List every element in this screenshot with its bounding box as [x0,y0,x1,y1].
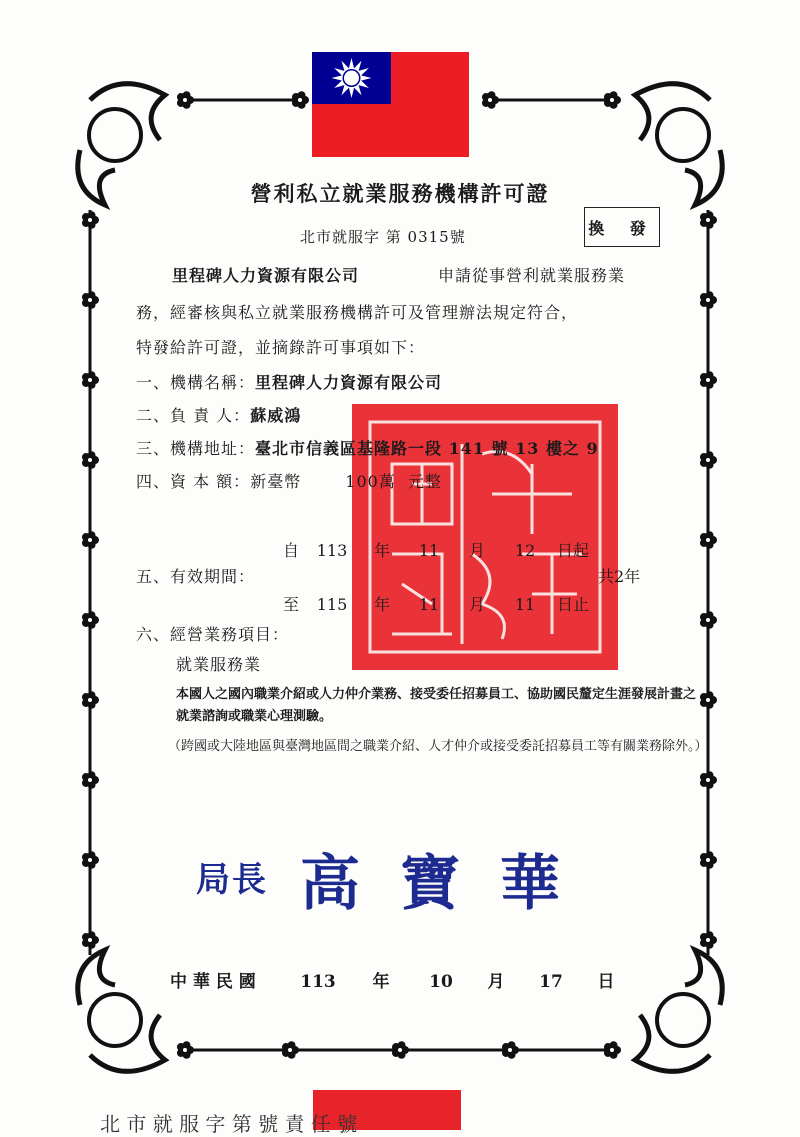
rosette-icon [82,291,99,309]
white-sun-icon [312,52,391,104]
rosette-icon [82,451,99,469]
period-to [279,592,595,615]
period-to-suffix: 日止 [556,595,589,614]
org-name-row [136,370,442,393]
rosette-icon [482,91,499,109]
national-flag [312,52,469,157]
rosette-icon [292,91,309,109]
rosette-icon [604,1041,621,1059]
issue-date-year-unit: 年 [372,972,390,992]
owner-row [136,403,301,426]
period-from-month: 11 [418,541,440,560]
period-total: 共2年 [598,567,641,586]
rosette-icon [82,691,99,709]
issue-date-day: 17 [539,972,563,992]
corner-ornament-bottom-left [78,950,165,1071]
period-to-day: 11 [514,595,536,614]
capital-row [136,469,442,492]
rosette-icon [700,531,717,549]
issue-date-month: 10 [429,972,453,992]
issue-date [170,967,636,992]
rosette-icon [700,291,717,309]
business-note: （跨國或大陸地區與臺灣地區間之職業介紹、人才仲介或接受委託招募員工等有關業務除外。） [168,739,708,754]
rosette-icon [82,851,99,869]
org-name-label: 一、機構名稱： [136,373,256,392]
document-number: 北市就服字 第 0315號 [300,228,466,246]
rosette-icon [82,531,99,549]
corner-ornament-bottom-right [635,950,722,1071]
period-from-prefix: 自 [282,541,299,560]
rosette-icon [82,771,99,789]
period-label: 五、有效期間： [136,567,256,586]
period-month-unit: 月 [468,541,485,560]
rosette-icon [82,931,99,949]
period-to-prefix: 至 [282,595,299,614]
capital-label: 四、資 本 額： [136,472,251,491]
signature-title: 局長 [196,860,268,900]
address-value: 臺北市信義區基隆路一段 141 號 13 樓之 9 [255,439,599,458]
rosette-icon [700,611,717,629]
owner-label: 二、負 責 人： [136,406,251,425]
rosette-icon [700,211,717,229]
rosette-icon [282,1041,299,1059]
rosette-icon [700,851,717,869]
business-label: 六、經營業務項目： [136,625,290,644]
rosette-icon [82,611,99,629]
period-to-year: 115 [316,595,348,614]
address-row [136,436,599,459]
body-text-line-3: 特發給許可證，並摘錄許可事項如下： [136,338,426,357]
period-year-unit: 年 [373,541,390,560]
rosette-icon [177,91,194,109]
rosette-icon [177,1041,194,1059]
capital-unit: 元整 [407,472,442,491]
issue-date-month-unit: 月 [487,972,505,992]
rosette-icon [700,931,717,949]
org-name-value: 里程碑人力資源有限公司 [255,373,443,392]
request-text: 申請從事營利就業服務業 [438,266,626,285]
issue-date-era: 中 華 民 國 [170,972,256,992]
signature-name: 高寶華 [300,849,600,919]
rosette-icon [700,691,717,709]
rosette-icon [604,91,621,109]
rosette-icon [392,1041,409,1059]
business-description: 本國人之國內職業介紹或人力仲介業務、接受委任招募員工、協助國民釐定生涯發展計畫之就業諮詢或職業心理測驗。 [176,687,697,724]
period-to-year-unit: 年 [373,595,390,614]
body-text-line-2: 務，經審核與私立就業服務機構許可及管理辦法規定符合， [136,303,579,322]
rosette-icon [700,771,717,789]
period-from-suffix: 日起 [556,541,589,560]
period-to-month-unit: 月 [468,595,485,614]
applicant-company: 里程碑人力資源有限公司 [172,266,360,285]
period-to-month: 11 [418,595,440,614]
rosette-icon [502,1041,519,1059]
capital-currency: 新臺幣 [250,472,302,491]
reissue-badge: 換 發 [584,207,660,247]
flag-canton [312,52,391,104]
issue-date-day-unit: 日 [597,972,615,992]
footer-text: 北 市 就 服 字 第 號 責 任 號 [100,1112,358,1136]
period-from [279,538,595,561]
certificate-title: 營利私立就業服務機構許可證 [250,181,550,206]
rosette-icon [700,451,717,469]
rosette-icon [82,211,99,229]
capital-amount: 100萬 [345,472,396,491]
period-from-year: 113 [316,541,348,560]
business-item: 就業服務業 [176,655,262,674]
rosette-icon [700,371,717,389]
issue-date-year: 113 [300,972,336,992]
owner-value: 蘇威鴻 [250,406,302,425]
address-label: 三、機構地址： [136,439,256,458]
rosette-icon [82,371,99,389]
period-from-day: 12 [514,541,536,560]
